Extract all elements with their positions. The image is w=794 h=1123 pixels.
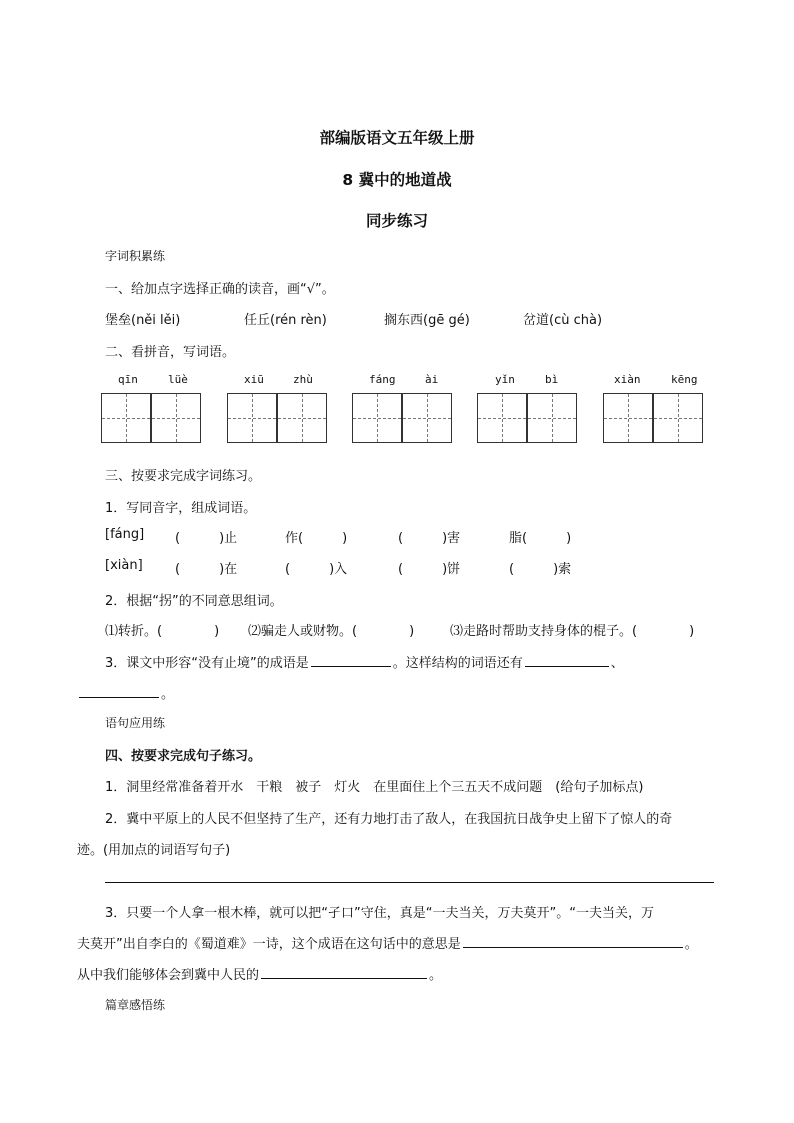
sub-question-1: 1．写同音字，组成词语。 (105, 501, 257, 516)
worksheet-subtitle: 同步练习 (365, 212, 428, 230)
lesson-title: 8 冀中的地道战 (342, 171, 452, 189)
section-heading-vocabulary: 字词积累练 (105, 249, 166, 263)
homophone-blank[interactable]: ( )害 (398, 531, 461, 546)
answer-blank[interactable] (525, 653, 609, 667)
sub-question-3-text: 。这样结构的词语还有 (392, 656, 523, 671)
sentence-text: 。 (429, 968, 443, 983)
sub-question-3-text: 3．课文中形容“没有止境”的成语是 (105, 656, 309, 671)
homophone-blank[interactable]: 作( ) (285, 531, 348, 546)
sentence-text: 。 (684, 937, 698, 952)
sentence-text: 夫莫开”出自李白的《蜀道难》一诗，这个成语在这句话中的意思是 (77, 937, 461, 952)
pinyin-label: ài (425, 373, 439, 386)
pronunciation-item: 搁东西(gē gé) (384, 313, 470, 328)
pronunciation-item: 任丘(rén rèn) (244, 313, 327, 328)
pinyin-label: xiàn (614, 373, 641, 386)
question-4-prompt: 四、按要求完成句子练习。 (105, 749, 262, 764)
writing-box[interactable] (402, 393, 452, 443)
answer-blank[interactable] (463, 934, 683, 948)
answer-blank[interactable] (261, 965, 427, 979)
pronunciation-item: 堡垒(něi lěi) (105, 313, 181, 328)
pinyin-label: fáng (369, 373, 396, 386)
sub-question-3-text: 。 (161, 687, 175, 702)
meaning-item[interactable]: ⑵骗走人或财物。( ) (248, 624, 415, 639)
writing-box[interactable] (653, 393, 703, 443)
sub-question-3 (105, 652, 624, 671)
sentence-exercise-3-line2 (77, 933, 698, 952)
pinyin-label: yǐn (495, 373, 515, 386)
writing-box[interactable] (151, 393, 201, 443)
writing-box[interactable] (527, 393, 577, 443)
homophone-blank[interactable]: ( )入 (285, 562, 348, 577)
homophone-label: [fáng] (105, 527, 145, 542)
sentence-text: 从中我们能够体会到冀中人民的 (77, 968, 260, 983)
sub-question-2: 2．根据“拐”的不同意思组词。 (105, 594, 283, 609)
meaning-item[interactable]: ⑴转折。( ) (105, 624, 220, 639)
writing-box[interactable] (101, 393, 151, 443)
homophone-blank[interactable]: 脂( ) (509, 531, 572, 546)
homophone-blank[interactable]: ( )饼 (398, 562, 461, 577)
answer-line[interactable] (105, 882, 714, 883)
pinyin-label: zhù (293, 373, 313, 386)
section-heading-sentences: 语句应用练 (105, 716, 166, 730)
question-2-prompt: 二、看拼音，写词语。 (105, 345, 236, 360)
sub-question-3-continued (77, 683, 174, 702)
sentence-exercise-3: 3．只要一个人拿一根木棒，就可以把“孑口”守住，真是“一夫当关，万夫莫开”。“一夫当关，万 (105, 906, 654, 921)
page-title: 部编版语文五年级上册 (319, 129, 475, 147)
homophone-blank[interactable]: ( )在 (175, 562, 238, 577)
pinyin-label: kēng (671, 373, 698, 386)
writing-box[interactable] (277, 393, 327, 443)
meaning-item[interactable]: ⑶走路时帮助支持身体的棍子。( ) (450, 624, 695, 639)
question-3-prompt: 三、按要求完成字词练习。 (105, 469, 262, 484)
writing-box[interactable] (603, 393, 653, 443)
answer-blank[interactable] (79, 684, 159, 698)
writing-box[interactable] (227, 393, 277, 443)
sentence-exercise-1[interactable]: 1．洞里经常准备着开水 干粮 被子 灯火 在里面住上个三五天不成问题 (给句子加标点) (105, 780, 644, 795)
homophone-blank[interactable]: ( )止 (175, 531, 238, 546)
homophone-label: [xiàn] (105, 558, 143, 573)
sentence-exercise-3-line3 (77, 964, 442, 983)
pronunciation-item: 岔道(cù chà) (523, 313, 603, 328)
sentence-exercise-2: 2．冀中平原上的人民不但坚持了生产，还有力地打击了敌人，在我国抗日战争史上留下了惊人的奇 (105, 812, 673, 827)
pinyin-label: xiū (244, 373, 264, 386)
pinyin-label: lüè (168, 373, 188, 386)
sentence-exercise-2-continued: 迹。(用加点的词语写句子) (77, 843, 231, 858)
question-1-prompt: 一、给加点字选择正确的读音，画“√”。 (105, 282, 335, 297)
writing-box[interactable] (477, 393, 527, 443)
pinyin-label: bì (545, 373, 559, 386)
homophone-blank[interactable]: ( )索 (509, 562, 572, 577)
section-heading-reading: 篇章感悟练 (105, 998, 166, 1012)
sub-question-3-text: 、 (610, 656, 624, 671)
writing-box[interactable] (352, 393, 402, 443)
pinyin-label: qīn (118, 373, 138, 386)
answer-blank[interactable] (311, 653, 391, 667)
